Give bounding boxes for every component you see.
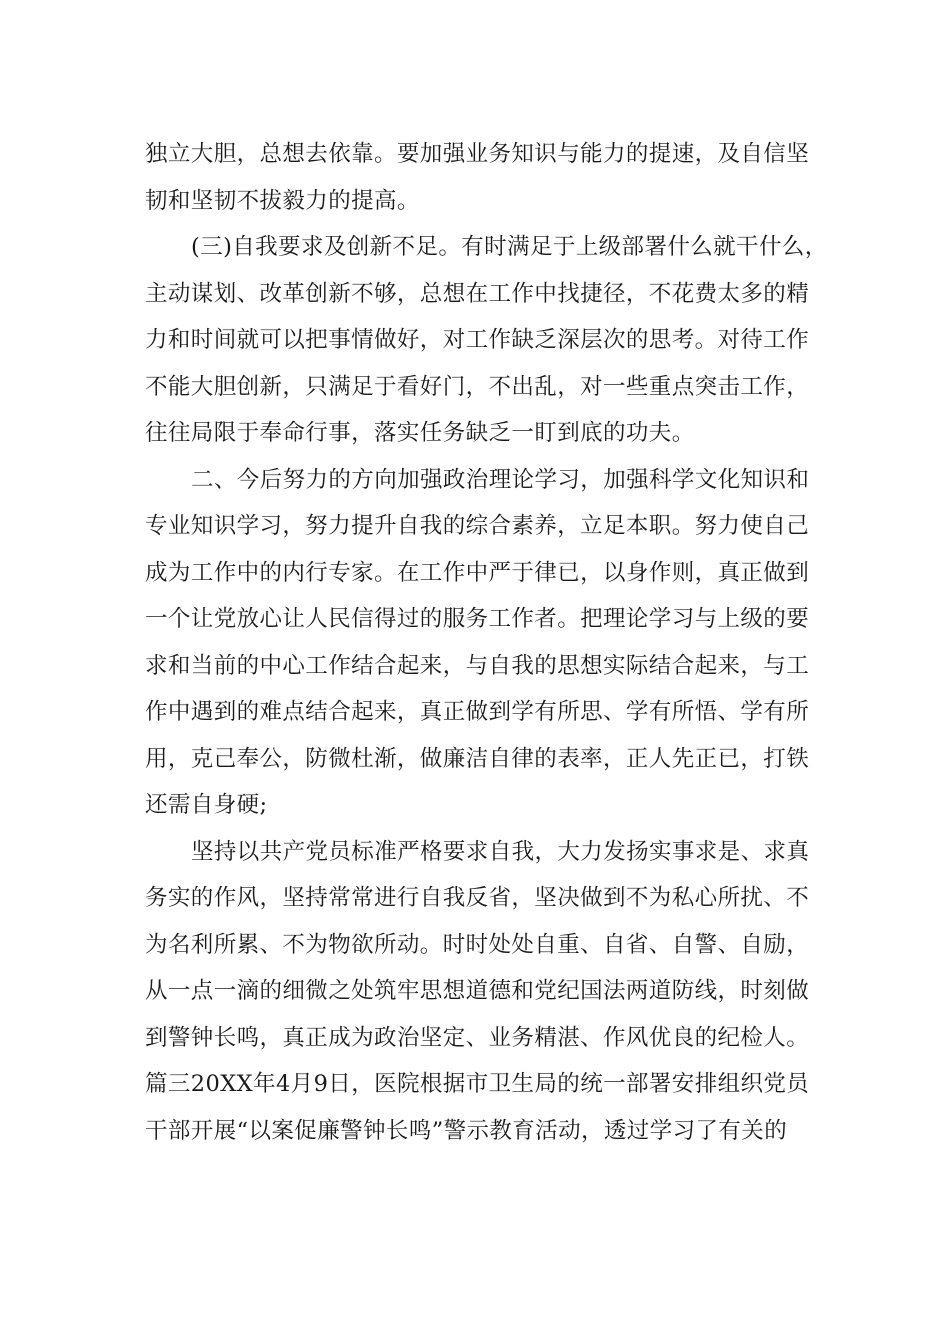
- text-line: 专业知识学习，努力提升自我的综合素养，立足本职。努力使自己: [145, 513, 810, 539]
- text-line: 二、今后努力的方向加强政治理论学习，加强科学文化知识和: [191, 466, 810, 493]
- text-line: 成为工作中的内行专家。在工作中严于律已，以身作则，真正做到: [145, 559, 810, 586]
- text-line: 韧和坚韧不拔毅力的提高。: [145, 187, 420, 214]
- text-line: 到警钟长鸣，真正成为政治坚定、业务精湛、作风优良的纪检人。: [145, 1024, 810, 1051]
- text-line: 干部开展“以案促廉警钟长鸣”警示教育活动，透过学习了有关的: [145, 1117, 788, 1144]
- text-line: 还需自身硬;: [145, 792, 268, 818]
- text-line: 从一点一滴的细微之处筑牢思想道德和党纪国法两道防线，时刻做: [145, 978, 810, 1004]
- text-line: 求和当前的中心工作结合起来，与自我的思想实际结合起来，与工: [145, 652, 810, 679]
- text-line: 用，克己奉公，防微杜渐，做廉洁自律的表率，正人先正已，打铁: [145, 745, 810, 772]
- text-line: (三)自我要求及创新不足。有时满足于上级部署什么就干什么，: [191, 234, 828, 260]
- text-line: 不能大胆创新，只满足于看好门，不出乱，对一些重点突击工作，: [145, 373, 810, 400]
- text-line: 篇三20XX年4月9日，医院根据市卫生局的统一部署安排组织党员: [145, 1071, 810, 1097]
- text-line: 坚持以共产党员标准严格要求自我，大力发扬实事求是、求真: [191, 838, 810, 865]
- text-line: 力和时间就可以把事情做好，对工作缺乏深层次的思考。对待工作: [145, 327, 810, 353]
- text-line: 主动谋划、改革创新不够，总想在工作中找捷径，不花费太多的精: [145, 280, 810, 307]
- document-body: [145, 131, 845, 1154]
- text-line: 作中遇到的难点结合起来，真正做到学有所思、学有所悟、学有所: [145, 699, 810, 725]
- text-line: 独立大胆，总想去依靠。要加强业务知识与能力的提速，及自信坚: [145, 141, 810, 167]
- text-line: 一个让党放心让人民信得过的服务工作者。把理论学习与上级的要: [145, 606, 810, 632]
- text-line: 为名利所累、不为物欲所动。时时处处自重、自省、自警、自励，: [145, 931, 810, 958]
- text-line: 务实的作风，坚持常常进行自我反省，坚决做到不为私心所扰、不: [145, 885, 810, 911]
- text-line: 往往局限于奉命行事，落实任务缺乏一盯到底的功夫。: [145, 420, 695, 446]
